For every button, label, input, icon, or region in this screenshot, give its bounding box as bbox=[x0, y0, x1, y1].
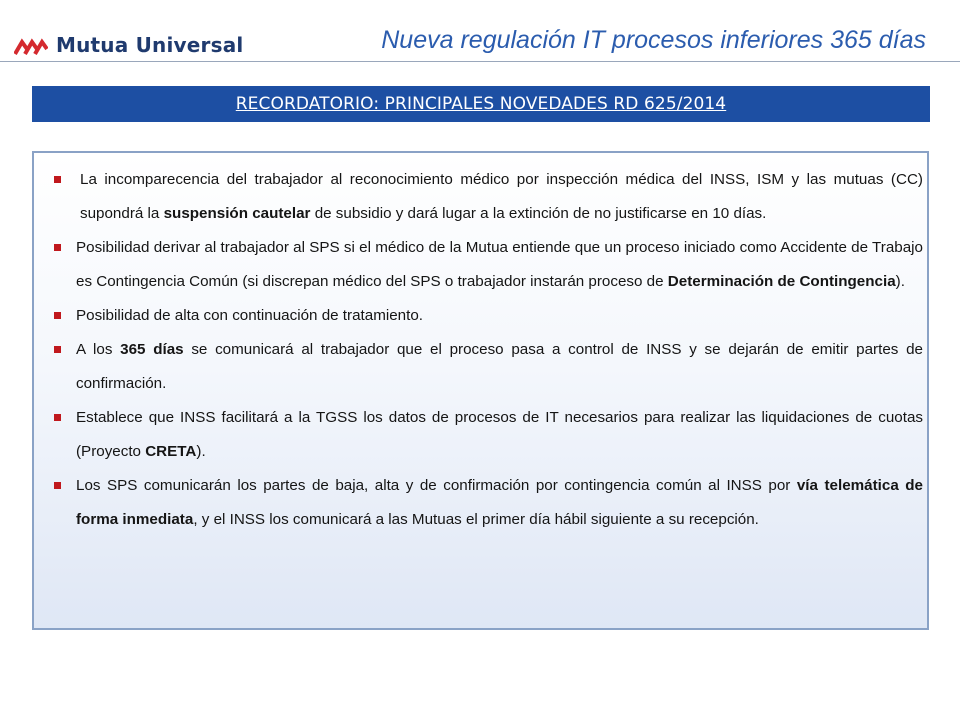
bullet-item bbox=[34, 299, 923, 333]
bullet-square-icon bbox=[54, 346, 61, 353]
content-box bbox=[32, 151, 929, 630]
section-banner bbox=[32, 86, 930, 122]
bullet-text: La incomparecencia del trabajador al reconocimiento médico por inspección médica del INSS, ISM y las mutuas (CC) supondrá la suspensión cautelar de subsidio y dará lugar a la extinción de no justificarse en 10 días. bbox=[80, 171, 923, 222]
bullet-text: Posibilidad de alta con continuación de tratamiento. bbox=[76, 307, 424, 324]
bullet-square-icon bbox=[54, 312, 61, 319]
slide-title: Nueva regulación IT procesos inferiores 365 días bbox=[381, 26, 926, 54]
banner-title: RECORDATORIO: PRINCIPALES NOVEDADES RD 625/2014 bbox=[235, 94, 727, 114]
bullet-text: Los SPS comunicarán los partes de baja, alta y de confirmación por contingencia común al INSS por vía telemática de forma inmediata, y el INSS los comunicará a las Mutuas el primer día hábil siguiente a su recepción. bbox=[76, 477, 923, 528]
header-divider bbox=[0, 61, 960, 62]
bullet-square-icon bbox=[54, 482, 61, 489]
bullet-text: Posibilidad derivar al trabajador al SPS si el médico de la Mutua entiende que un proceso iniciado como Accidente de Trabajo es Contingencia Común (si discrepan médico del SPS o trabajador instarán proceso de Determinación de Contingencia). bbox=[76, 239, 923, 290]
bullet-square-icon bbox=[54, 176, 61, 183]
bullet-item bbox=[34, 401, 923, 469]
bullet-text: Establece que INSS facilitará a la TGSS los datos de procesos de IT necesarios para realizar las liquidaciones de cuotas (Proyecto CRETA). bbox=[76, 409, 923, 460]
bullet-text: A los 365 días se comunicará al trabajador que el proceso pasa a control de INSS y se dejarán de emitir partes de confirmación. bbox=[76, 341, 923, 392]
logo-text: Mutua Universal bbox=[56, 33, 244, 57]
bullet-square-icon bbox=[54, 414, 61, 421]
mutua-universal-logo-icon bbox=[14, 34, 48, 56]
bullet-item bbox=[34, 469, 923, 537]
bullet-item bbox=[80, 163, 923, 231]
bullet-item bbox=[34, 333, 923, 401]
mutua-universal-logo bbox=[14, 30, 243, 60]
bullet-item bbox=[34, 231, 923, 299]
bullet-square-icon bbox=[54, 244, 61, 251]
